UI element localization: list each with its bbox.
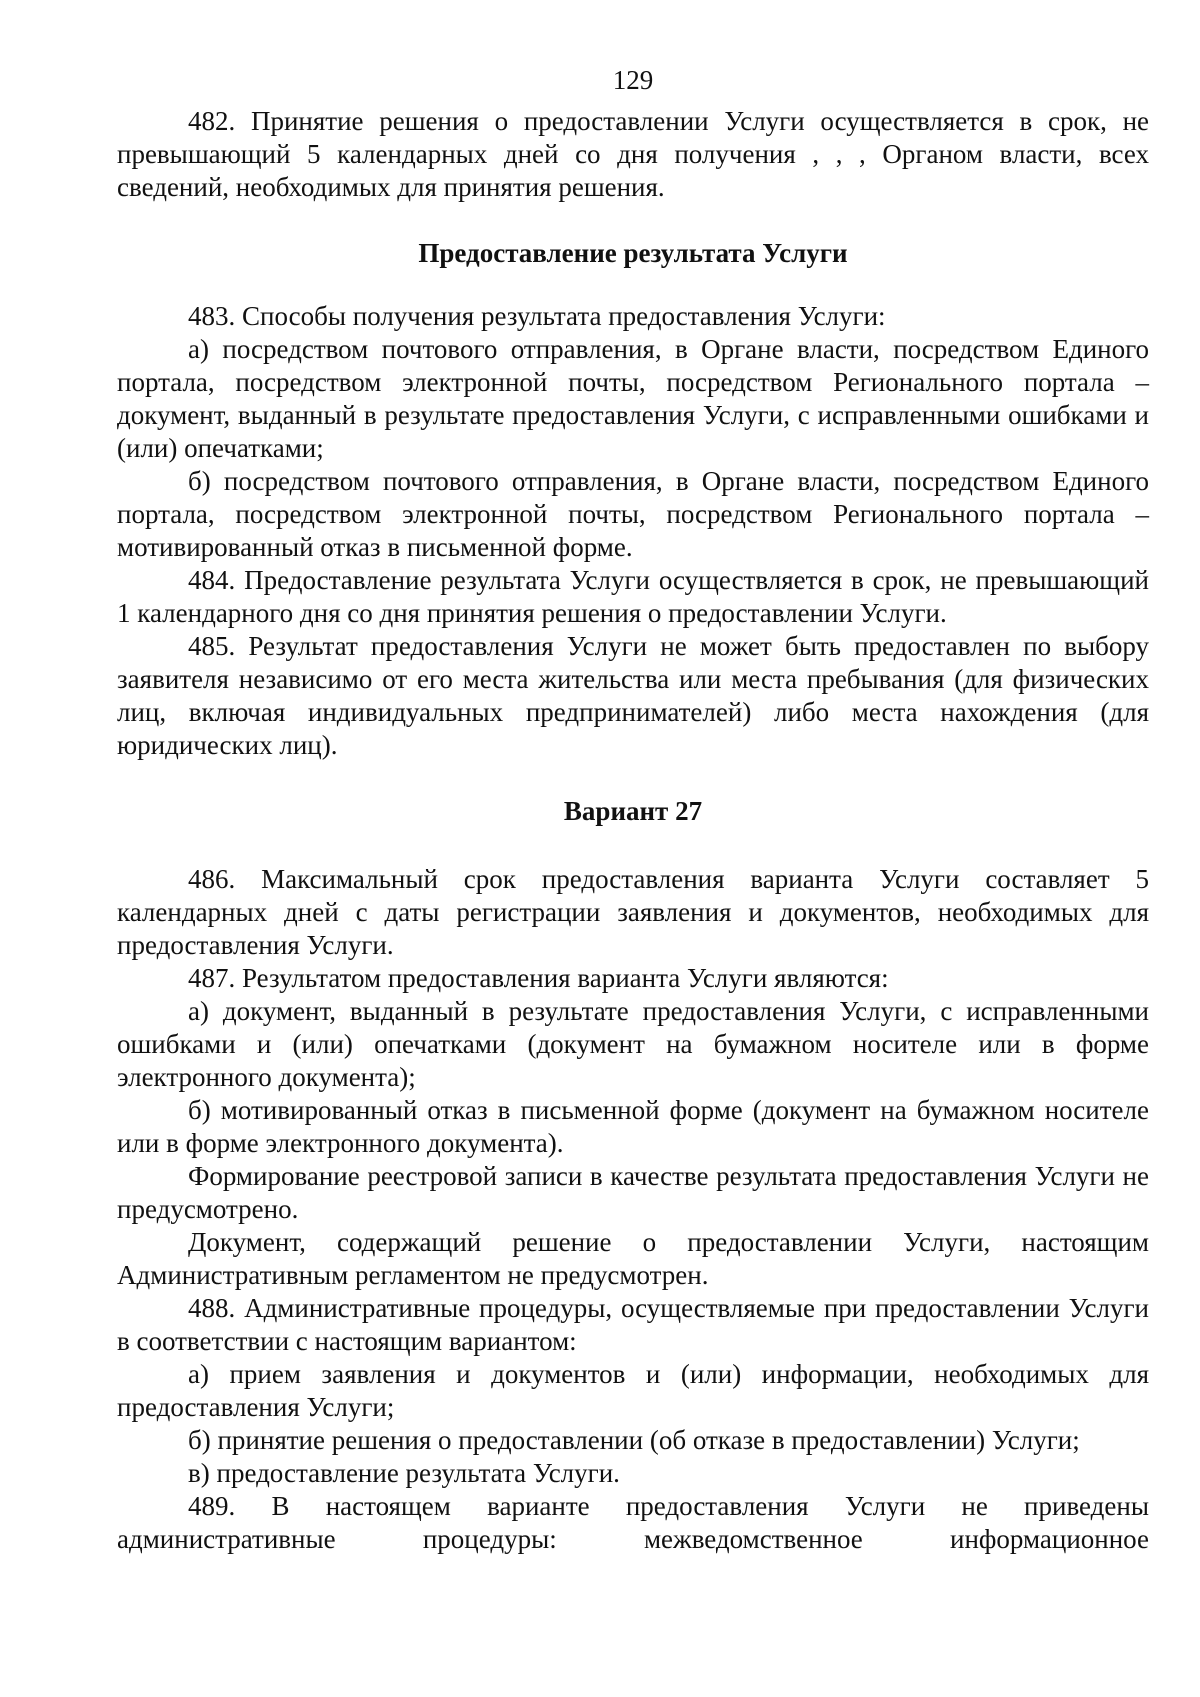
- paragraph-488-a: а) прием заявления и документов и (или) информации, необходимых для предоставления Услуги;: [117, 1359, 1149, 1422]
- document-page: [117, 64, 1149, 1556]
- paragraph-registry: Формирование реестровой записи в качестве результата предоставления Услуги не предусмотрено.: [117, 1161, 1149, 1224]
- paragraph-487-b: б) мотивированный отказ в письменной форме (документ на бумажном носителе или в форме электронного документа).: [117, 1095, 1149, 1158]
- paragraph-482: 482. Принятие решения о предоставлении Услуги осуществляется в срок, не превышающий 5 календарных дней со дня получения , , , Органом власти, всех сведений, необходимых для принятия решения.: [117, 106, 1149, 202]
- paragraph-document-decision: Документ, содержащий решение о предоставлении Услуги, настоящим Административным регламентом не предусмотрен.: [117, 1227, 1149, 1290]
- section-heading-variant: Вариант 27: [563, 796, 703, 826]
- paragraph-489: 489. В настоящем варианте предоставления Услуги не приведены административные процедуры: межведомственное информационное: [117, 1491, 1149, 1554]
- paragraph-483: 483. Способы получения результата предоставления Услуги:: [188, 301, 886, 331]
- paragraph-484: 484. Предоставление результата Услуги осуществляется в срок, не превышающий 1 календарного дня со дня принятия решения о предоставлении Услуги.: [117, 565, 1149, 628]
- paragraph-485: 485. Результат предоставления Услуги не может быть предоставлен по выбору заявителя независимо от его места жительства или места пребывания (для физических лиц, включая индивидуальных предпринимателей) либо места нахождения (для юридических лиц).: [117, 631, 1149, 760]
- paragraph-488-c: в) предоставление результата Услуги.: [188, 1458, 620, 1488]
- paragraph-483-a: а) посредством почтового отправления, в Органе власти, посредством Единого портала, посредством электронной почты, посредством Регионального портала – документ, выданный в результате предоставления Услуги, с исправленными ошибками и (или) опечатками;: [117, 334, 1149, 463]
- paragraph-486: 486. Максимальный срок предоставления варианта Услуги составляет 5 календарных дней с даты регистрации заявления и документов, необходимых для предоставления Услуги.: [117, 864, 1149, 960]
- section-heading-result: Предоставление результата Услуги: [418, 238, 848, 268]
- paragraph-487-a: а) документ, выданный в результате предоставления Услуги, с исправленными ошибками и (или) опечатками (документ на бумажном носителе или в форме электронного документа);: [117, 996, 1149, 1092]
- page-number: 129: [612, 65, 654, 95]
- paragraph-488-b: б) принятие решения о предоставлении (об отказе в предоставлении) Услуги;: [188, 1425, 1080, 1455]
- paragraph-488: 488. Административные процедуры, осуществляемые при предоставлении Услуги в соответствии с настоящим вариантом:: [117, 1293, 1149, 1356]
- paragraph-483-b: б) посредством почтового отправления, в Органе власти, посредством Единого портала, посредством электронной почты, посредством Регионального портала – мотивированный отказ в письменной форме.: [117, 466, 1149, 562]
- paragraph-487: 487. Результатом предоставления варианта Услуги являются:: [188, 963, 889, 993]
